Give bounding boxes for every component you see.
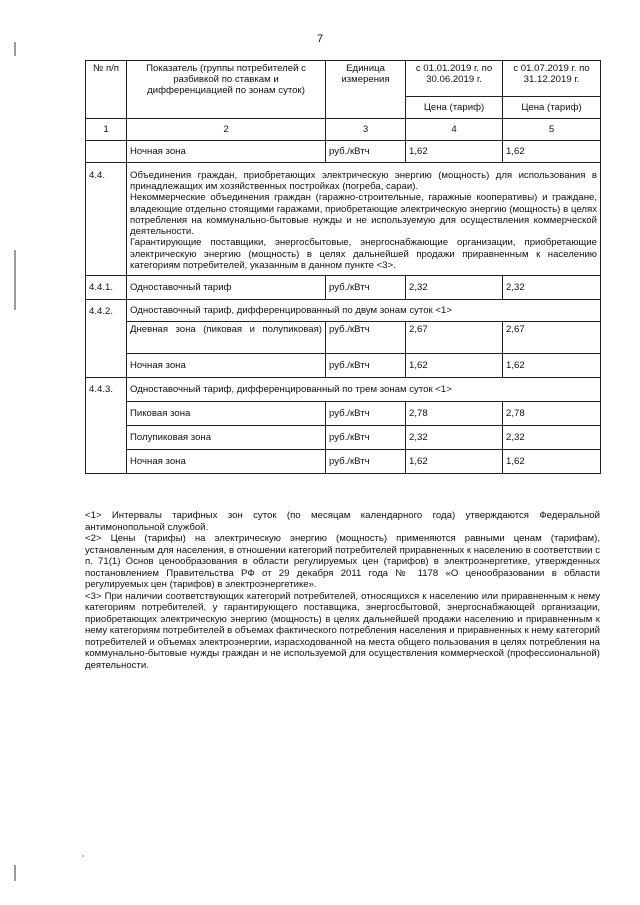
subsection-label: Одноставочный тариф, дифференцированный по двум зонам суток <1>	[127, 299, 601, 321]
row-value-1: 2,32	[406, 425, 503, 449]
section-row	[86, 163, 601, 276]
column-number-row	[86, 119, 601, 141]
section-paragraph-1: Объединения граждан, приобретающих электрическую энергию (мощность) для использования в принадлежащих им хозяйственных постройках (погреба, сараи).	[130, 170, 597, 193]
row-value-2: 2,32	[503, 275, 601, 299]
row-num: 4.4.2.	[86, 299, 127, 377]
row-value-2: 1,62	[503, 449, 601, 473]
header-indicator: Показатель (группы потребителей с разбивкой по ставкам и дифференциацией по зонам суток)	[127, 61, 326, 119]
table-row	[86, 141, 601, 163]
row-label: Полупиковая зона	[127, 425, 326, 449]
row-value-2: 2,32	[503, 425, 601, 449]
row-value-1: 2,32	[406, 275, 503, 299]
tariff-table	[85, 60, 601, 474]
row-value-2: 1,62	[503, 141, 601, 163]
section-paragraph-3: Гарантирующие поставщики, энергосбытовые, энергоснабжающие организации, приобретающие электрическую энергию (мощность) в целях дальнейшей продажи приравненным к населению категориям потребителей, указанным в данном пункте <3>.	[130, 237, 597, 271]
row-value-1: 2,78	[406, 401, 503, 425]
row-label: Ночная зона	[127, 353, 326, 377]
row-unit: руб./кВтч	[326, 353, 406, 377]
table-row	[86, 425, 601, 449]
row-value-2: 2,78	[503, 401, 601, 425]
row-num: 4.4.1.	[86, 275, 127, 299]
row-unit: руб./кВтч	[326, 401, 406, 425]
row-value-1: 1,62	[406, 449, 503, 473]
margin-binding-mark	[14, 250, 16, 310]
footnotes	[85, 510, 600, 671]
row-unit: руб./кВтч	[326, 449, 406, 473]
row-value-1: 2,67	[406, 321, 503, 353]
footnote-2: <2> Цены (тарифы) на электрическую энергию (мощность) применяются равными ценам (тарифам), установленным для населения, в отношении категорий потребителей приравненных к населению в соответствии с п. 71(1) Основ ценообразования в области регулируемых цен (тарифов) в электроэнергетике, утвержденных постановлением Правительства РФ от 29 декабря 2011 года № 1178 «О ценообразовании в области регулируемых цен (тарифов) в электроэнергетике».	[85, 533, 600, 590]
column-number: 2	[127, 119, 326, 141]
section-num: 4.4.	[86, 163, 127, 276]
column-number: 3	[326, 119, 406, 141]
row-label: Ночная зона	[127, 449, 326, 473]
header-period-1: с 01.01.2019 г. по 30.06.2019 г.	[406, 61, 503, 97]
subsection-label: Одноставочный тариф, дифференцированный по трем зонам суток <1>	[127, 377, 601, 401]
section-description	[127, 163, 601, 276]
row-unit: руб./кВтч	[326, 321, 406, 353]
header-period-2: с 01.07.2019 г. по 31.12.2019 г.	[503, 61, 601, 97]
header-price-1: Цена (тариф)	[406, 97, 503, 119]
table-row	[86, 449, 601, 473]
table-row	[86, 299, 601, 321]
row-value-1: 1,62	[406, 353, 503, 377]
row-unit: руб./кВтч	[326, 141, 406, 163]
row-unit: руб./кВтч	[326, 425, 406, 449]
section-paragraph-2: Некоммерческие объединения граждан (гаражно-строительные, гаражные кооперативы) и граждане, владеющие отдельно стоящими гаражами, приобретающие электрическую энергию (мощность) в целях потребления на коммунально-бытовые нужды и не используемую для осуществления коммерческой деятельности.	[130, 192, 597, 238]
footnote-3: <3> При наличии соответствующих категорий потребителей, относящихся к населению или приравненным к нему категориям потребителей, у гарантирующего поставщика, энергосбытовой, энергоснабжающей организации, приобретающих электрическую энергию (мощность) в целях дальнейшей продажи населению и приравненным к нему категориям потребителей в объемах фактического потребления населения и приравненных к нему категорий потребителей и объемах электроэнергии, израсходованной на места общего пользования в целях потребления на коммунально-бытовые нужды граждан и не используемой для осуществления коммерческой (профессиональной) деятельности.	[85, 590, 600, 671]
row-label: Одноставочный тариф	[127, 275, 326, 299]
row-label: Дневная зона (пиковая и полупиковая)	[127, 321, 326, 353]
column-number: 5	[503, 119, 601, 141]
footnote-1: <1> Интервалы тарифных зон суток (по месяцам календарного года) утверждаются Федеральной антимонопольной службой.	[85, 510, 600, 533]
header-num: № п/п	[86, 61, 127, 119]
table-row	[86, 401, 601, 425]
row-value-1: 1,62	[406, 141, 503, 163]
column-number: 4	[406, 119, 503, 141]
scan-speck	[82, 855, 84, 857]
row-num: 4.4.3.	[86, 377, 127, 473]
header-unit: Единица измерения	[326, 61, 406, 119]
margin-binding-mark	[14, 865, 16, 881]
header-price-2: Цена (тариф)	[503, 97, 601, 119]
column-number: 1	[86, 119, 127, 141]
table-row	[86, 321, 601, 353]
table-row	[86, 377, 601, 401]
row-value-2: 1,62	[503, 353, 601, 377]
row-value-2: 2,67	[503, 321, 601, 353]
table-row	[86, 275, 601, 299]
row-label: Пиковая зона	[127, 401, 326, 425]
table-header-row	[86, 61, 601, 97]
row-label: Ночная зона	[127, 141, 326, 163]
table-row	[86, 353, 601, 377]
page-number: 7	[316, 33, 324, 45]
row-unit: руб./кВтч	[326, 275, 406, 299]
row-num-empty	[86, 141, 127, 163]
